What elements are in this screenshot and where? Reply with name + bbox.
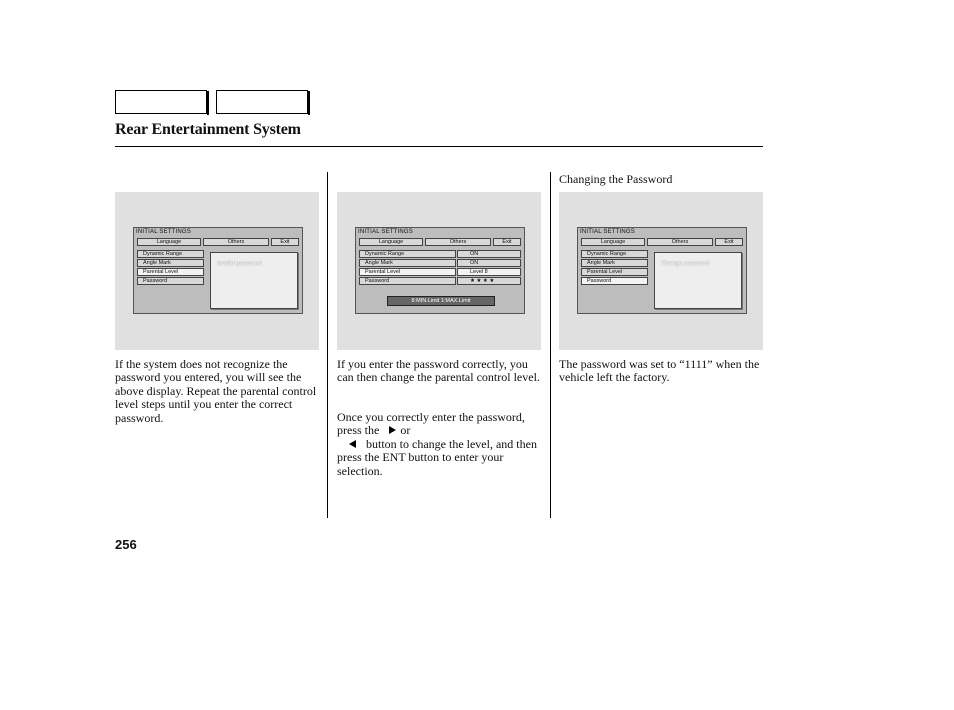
menu-item: Angle Mark <box>137 259 204 267</box>
column-divider-1 <box>327 172 328 518</box>
tab-others: Others <box>647 238 713 246</box>
middle-text-b: or <box>400 423 411 438</box>
right-arrow-icon <box>389 426 396 434</box>
right-column-caption: Changing the Password <box>559 172 673 186</box>
left-arrow-icon <box>349 440 356 448</box>
value-item: ★ ★ ★ ★ <box>457 277 521 285</box>
section-title: Rear Entertainment System <box>115 121 301 138</box>
right-paragraph: The password was set to “1111” when the vehicle left the factory. <box>559 357 760 385</box>
settings-menu <box>359 250 456 286</box>
screen-panel-parental-level <box>337 192 541 350</box>
tab-language: Language <box>137 238 201 246</box>
settings-menu <box>581 250 648 286</box>
settings-screen <box>355 227 525 314</box>
settings-values <box>457 250 521 286</box>
tab-exit: Exit <box>271 238 299 246</box>
screen-heading: INITIAL SETTINGS <box>580 229 635 235</box>
tab-exit: Exit <box>715 238 743 246</box>
tab-language: Language <box>359 238 423 246</box>
menu-item: Dynamic Range <box>137 250 204 258</box>
menu-item: Dynamic Range <box>581 250 648 258</box>
menu-item: Password <box>137 277 204 285</box>
screen-heading: INITIAL SETTINGS <box>136 229 191 235</box>
screen-panel-invalid-password <box>115 192 319 350</box>
limit-bar: 8:MIN.Limit 1:MAX.Limit <box>387 296 495 306</box>
tab-others: Others <box>425 238 491 246</box>
settings-menu <box>137 250 204 286</box>
menu-item: Parental Level <box>581 268 648 276</box>
screen-panel-change-password <box>559 192 763 350</box>
page-number: 256 <box>115 537 137 552</box>
popup-message: Change password <box>654 252 742 309</box>
menu-item: Parental Level <box>359 268 456 276</box>
tab-language: Language <box>581 238 645 246</box>
title-rule <box>115 146 763 147</box>
left-paragraph: If the system does not recognize the password you entered, you will see the above display. Repeat the parental control level steps until you enter the correct password. <box>115 357 317 425</box>
value-item: ON <box>457 259 521 267</box>
middle-paragraph-2 <box>337 411 542 478</box>
popup-message: Invalid password <box>210 252 298 309</box>
header-tab-box-1 <box>115 90 207 114</box>
middle-paragraph-1: If you enter the password correctly, you can then change the parental control level. <box>337 357 540 385</box>
menu-item: Password <box>359 277 456 285</box>
menu-item: Parental Level <box>137 268 204 276</box>
settings-screen <box>133 227 303 314</box>
settings-screen <box>577 227 747 314</box>
middle-text-c: button to change the level, and then press the ENT button to enter your selection. <box>337 436 537 478</box>
column-divider-2 <box>550 172 551 518</box>
middle-text-a: Once you correctly enter the password, press the <box>337 410 525 438</box>
menu-item: Angle Mark <box>581 259 648 267</box>
menu-item: Password <box>581 277 648 285</box>
value-item: ON <box>457 250 521 258</box>
tab-exit: Exit <box>493 238 521 246</box>
menu-item: Dynamic Range <box>359 250 456 258</box>
screen-heading: INITIAL SETTINGS <box>358 229 413 235</box>
header-tab-box-2 <box>216 90 308 114</box>
value-item: Level 8 <box>457 268 521 276</box>
menu-item: Angle Mark <box>359 259 456 267</box>
tab-others: Others <box>203 238 269 246</box>
